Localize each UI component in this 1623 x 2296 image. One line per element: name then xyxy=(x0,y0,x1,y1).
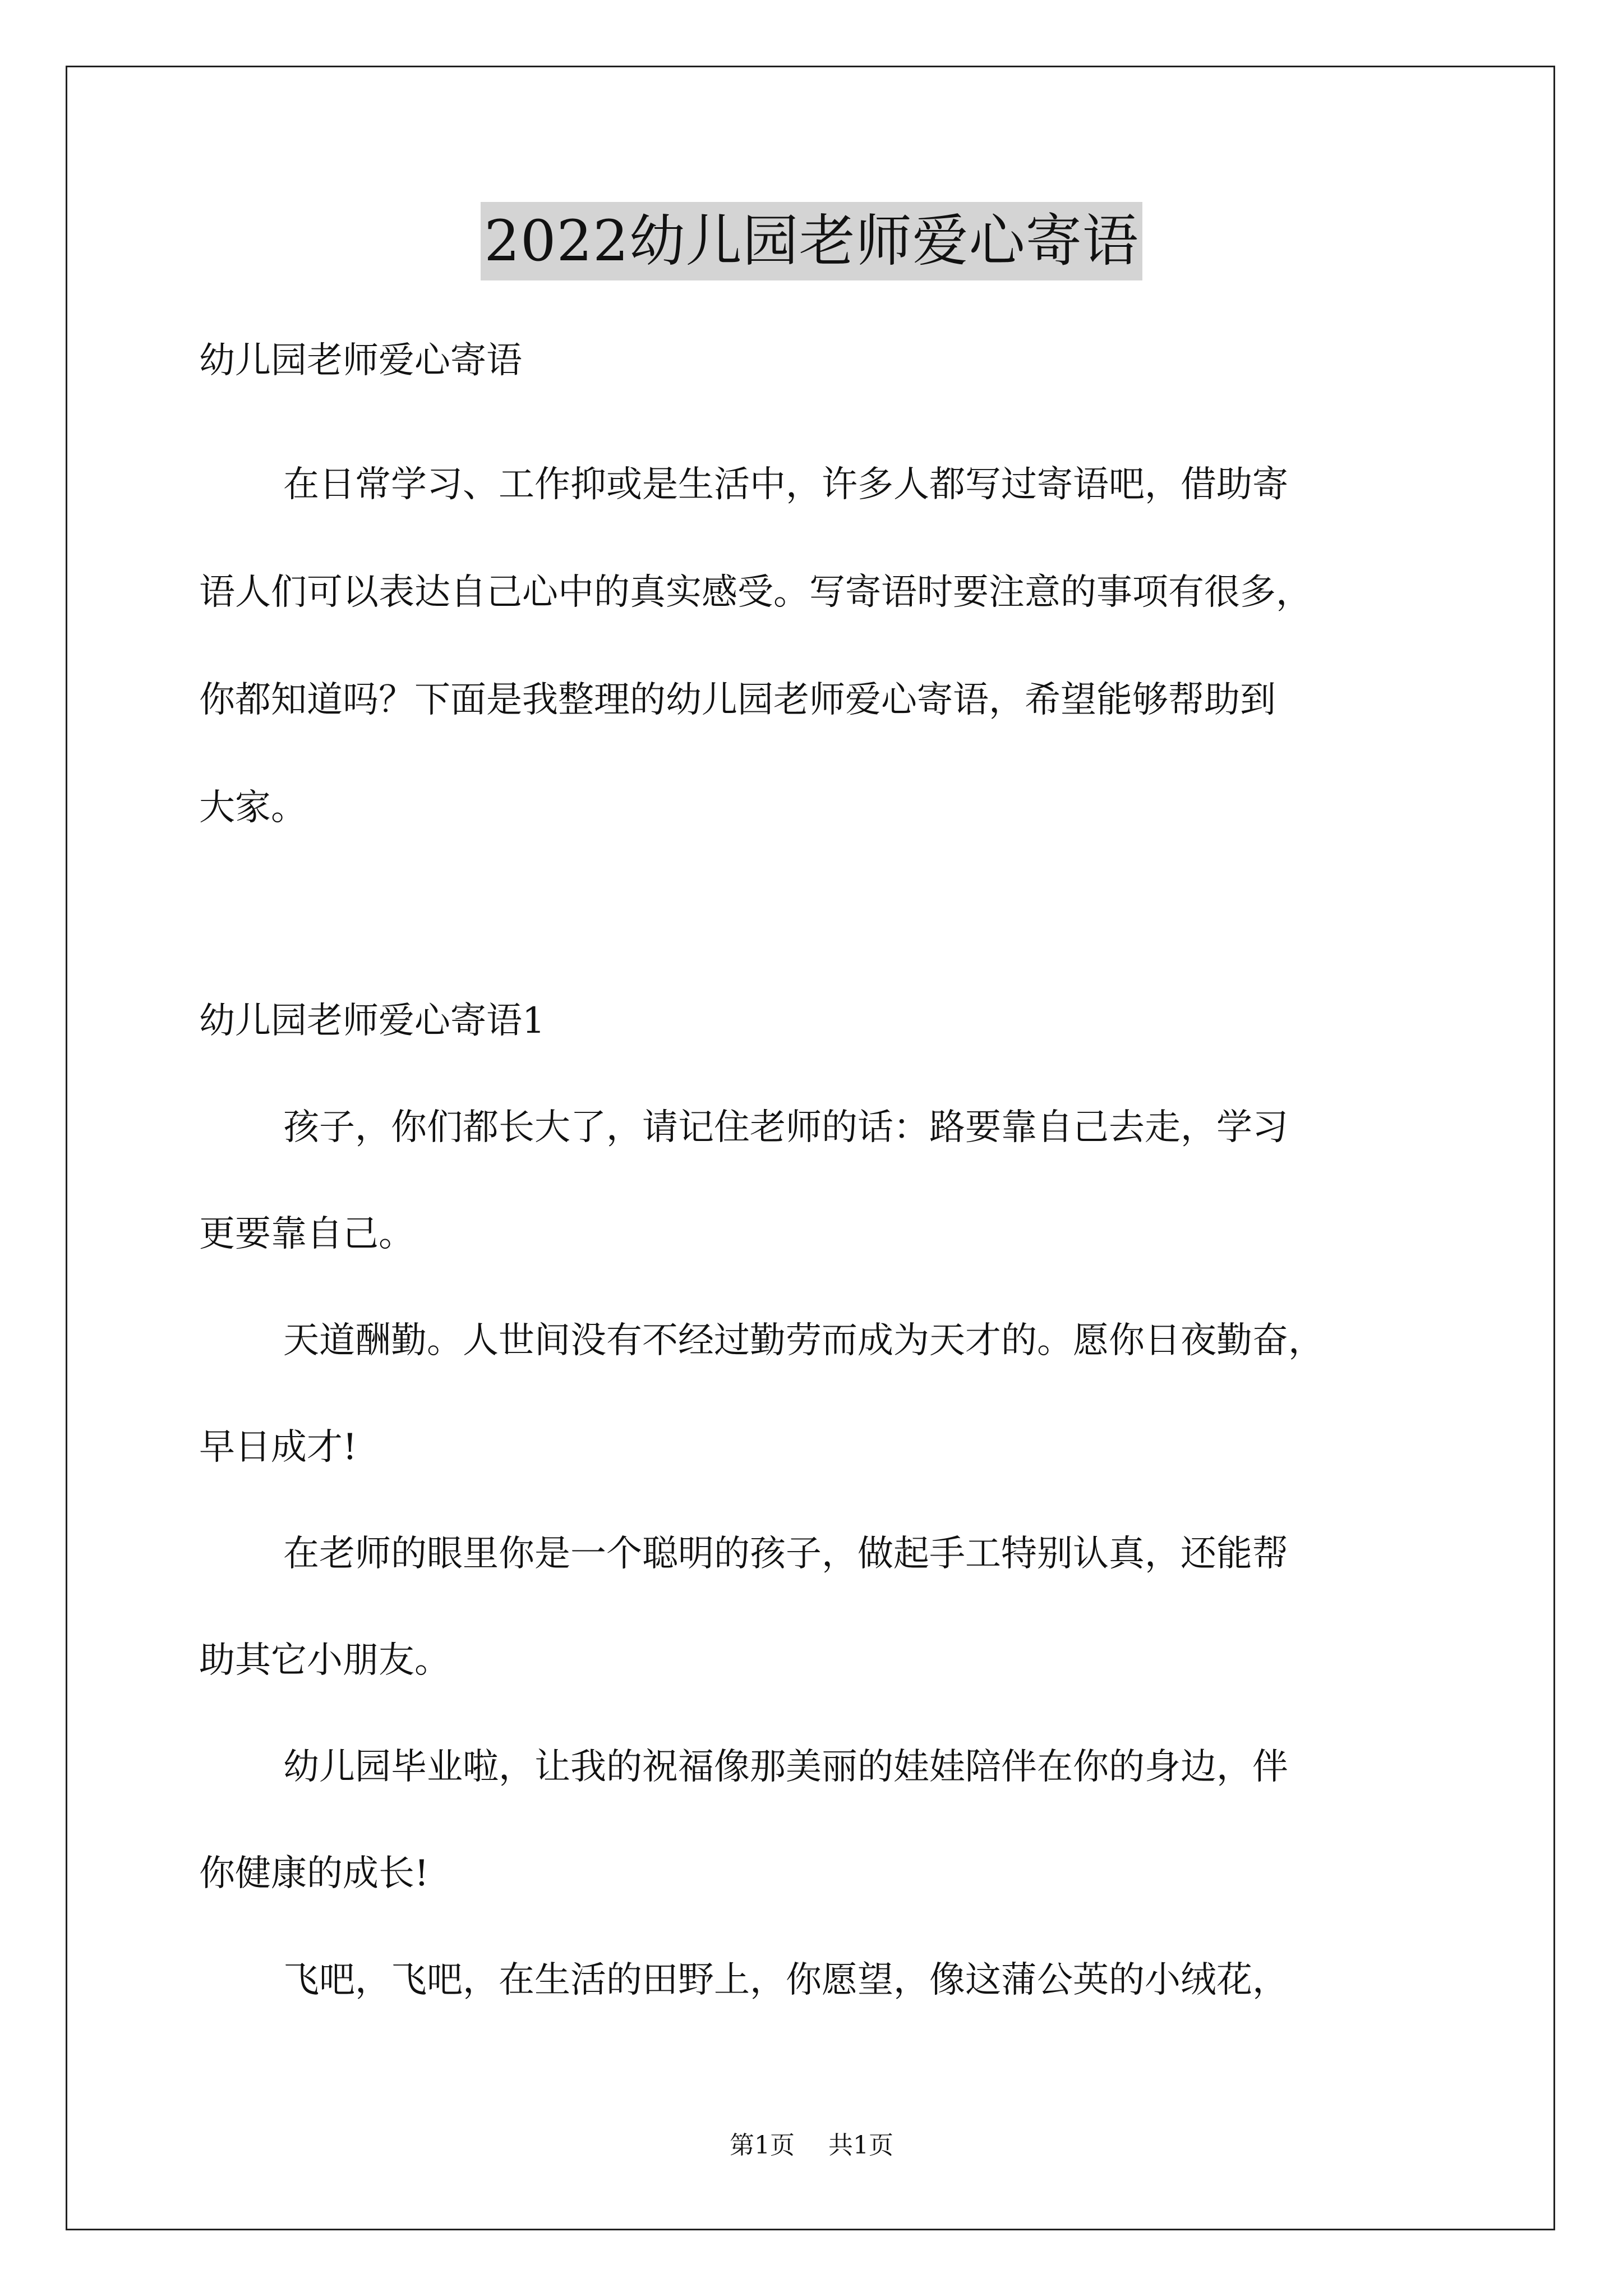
paragraph-line: 助其它小朋友。 xyxy=(199,1640,450,1681)
paragraph-line: 早日成才! xyxy=(199,1427,357,1468)
paragraph-line: 孩子，你们都长大了，请记住老师的话：路要靠自己去走，学习 xyxy=(283,1107,1288,1148)
title-container xyxy=(0,202,1623,280)
section-heading: 幼儿园老师爱心寄语 xyxy=(199,340,522,381)
page-number: 第1页 xyxy=(730,2131,795,2160)
paragraph-line: 幼儿园毕业啦，让我的祝福像那美丽的娃娃陪伴在你的身边，伴 xyxy=(283,1746,1288,1788)
paragraph-line: 大家。 xyxy=(199,787,307,829)
page-footer xyxy=(0,2129,1623,2162)
paragraph-line: 飞吧，飞吧，在生活的田野上，你愿望，像这蒲公英的小绒花， xyxy=(283,1959,1288,2001)
paragraph-line: 在日常学习、工作抑或是生活中，许多人都写过寄语吧，借助寄 xyxy=(283,464,1288,505)
paragraph-line: 在老师的眼里你是一个聪明的孩子，做起手工特别认真，还能帮 xyxy=(283,1533,1288,1575)
page-total: 共1页 xyxy=(828,2131,893,2160)
paragraph-line: 更要靠自己。 xyxy=(199,1213,414,1255)
section-heading: 幼儿园老师爱心寄语1 xyxy=(199,1000,545,1042)
paragraph-line: 你都知道吗？下面是我整理的幼儿园老师爱心寄语，希望能够帮助到 xyxy=(199,679,1276,721)
paragraph-line: 天道酬勤。人世间没有不经过勤劳而成为天才的。愿你日夜勤奋， xyxy=(283,1320,1324,1361)
paragraph-line: 你健康的成长! xyxy=(199,1853,429,1894)
paragraph-line: 语人们可以表达自己心中的真实感受。写寄语时要注意的事项有很多， xyxy=(199,572,1312,613)
document-title: 2022幼儿园老师爱心寄语 xyxy=(481,202,1142,280)
